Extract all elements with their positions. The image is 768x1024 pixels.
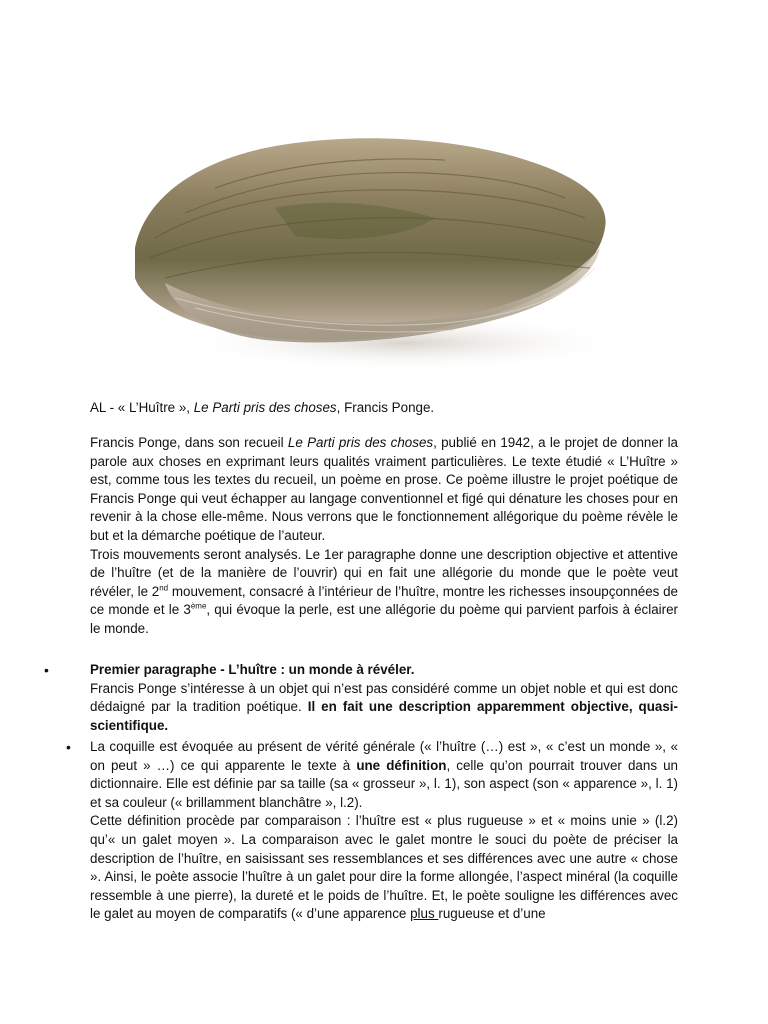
- bullet: •: [66, 739, 71, 755]
- bullet: •: [44, 662, 49, 678]
- section1-heading-text: Premier paragraphe - L’huître : un monde à révéler.: [90, 662, 415, 677]
- section2-content: [90, 738, 678, 924]
- intro-p2-sup-nd: nd: [159, 583, 169, 593]
- section1-paragraph: [90, 680, 678, 736]
- section1-text-bold: Il en fait une description apparemment objective, quasi-scientifique.: [90, 699, 678, 733]
- section2-text-b: , celle qu’on pourrait trouver dans un dictionnaire. Elle est définie par sa taille (sa « grosseur », l. 1), son aspect (son « apparence », l. 1) et sa couleur (« brillamment blanchâtre », l.2).: [90, 757, 678, 810]
- section2-text-a: La coquille est évoquée au présent de vérité générale (« l’huître (…) est », « c’est un monde », « on peut » …) ce qui apparente le texte à: [90, 739, 678, 773]
- document-title: [90, 399, 678, 418]
- title-suffix: , Francis Ponge.: [336, 400, 435, 415]
- title-work: Le Parti pris des choses: [193, 400, 337, 415]
- intro-p1-text-b: , publié en 1942, a le projet de donner la parole aux choses en exprimant leurs qualités vraiment particulières. Le texte étudié « L’Huître » est, comme tous les textes du recueil, un poème en prose. Ce poème illustre le projet poétique de Francis Ponge qui veut échapper au langage conventionnel et figé qui dénature les choses pour en revenir à la chose elle-même. Nous verrons que le fonctionnement allégorique du poème révèle le but et la démarche poétique de l’auteur.: [90, 435, 678, 543]
- section2-paragraph-2: [90, 812, 678, 924]
- section2-underline: plus: [410, 906, 439, 922]
- oyster-image: [105, 108, 645, 378]
- oyster-photo: [105, 108, 645, 378]
- section1-text-a: Francis Ponge s’intéresse à un objet qui n’est pas considéré comme un objet noble et qui est donc dédaigné par la tradition poétique.: [90, 680, 678, 715]
- intro-p1-work: Le Parti pris des choses: [287, 435, 434, 450]
- intro-p2-text-c: , qui évoque la perle, est une allégorie du poème qui parvient parfois à éclairer le monde.: [90, 602, 678, 636]
- intro-paragraph-2: [90, 546, 678, 639]
- section1-content: [90, 661, 678, 735]
- intro-p1-text-a: Francis Ponge, dans son recueil: [90, 435, 288, 450]
- section1-heading: [90, 661, 678, 680]
- introduction: [90, 434, 678, 639]
- title-prefix: AL - « L’Huître »,: [90, 400, 194, 415]
- section2-text-c: Cette définition procède par comparaison : l’huître est « plus rugueuse » et « moins unie » (l.2) qu’« un galet moyen ». La comparaison avec le galet montre le souci du poète de préciser la description de l’huître, en saisissant ses ressemblances et ses différences avec une autre « chose ». Ainsi, le poète associe l’huître à un galet pour dire la forme allongée, l’aspect minéral (la coquille ressemble à une pierre), la dureté et le poids de l’huître. Et, le poète souligne les différences avec le galet au moyen de comparatifs (« d’une apparence: [90, 813, 678, 922]
- section2-text-bold: une définition: [356, 757, 447, 773]
- intro-p2-text-a: Trois mouvements seront analysés. Le 1er paragraphe donne une description objective et attentive de l’huître (et de la manière de l’ouvrir) qui en fait une allégorie du monde que le poète veut révéler, le 2: [90, 546, 678, 599]
- section2-paragraph-1: [90, 738, 678, 812]
- intro-p2-sup-eme: ème: [190, 601, 207, 611]
- intro-paragraph-1: [90, 434, 678, 546]
- intro-p2-text-b: mouvement, consacré à l’intérieur de l’huître, montre les richesses insoupçonnées de ce monde et le 3: [90, 583, 678, 618]
- section2-text-d: rugueuse et d’une: [438, 906, 546, 922]
